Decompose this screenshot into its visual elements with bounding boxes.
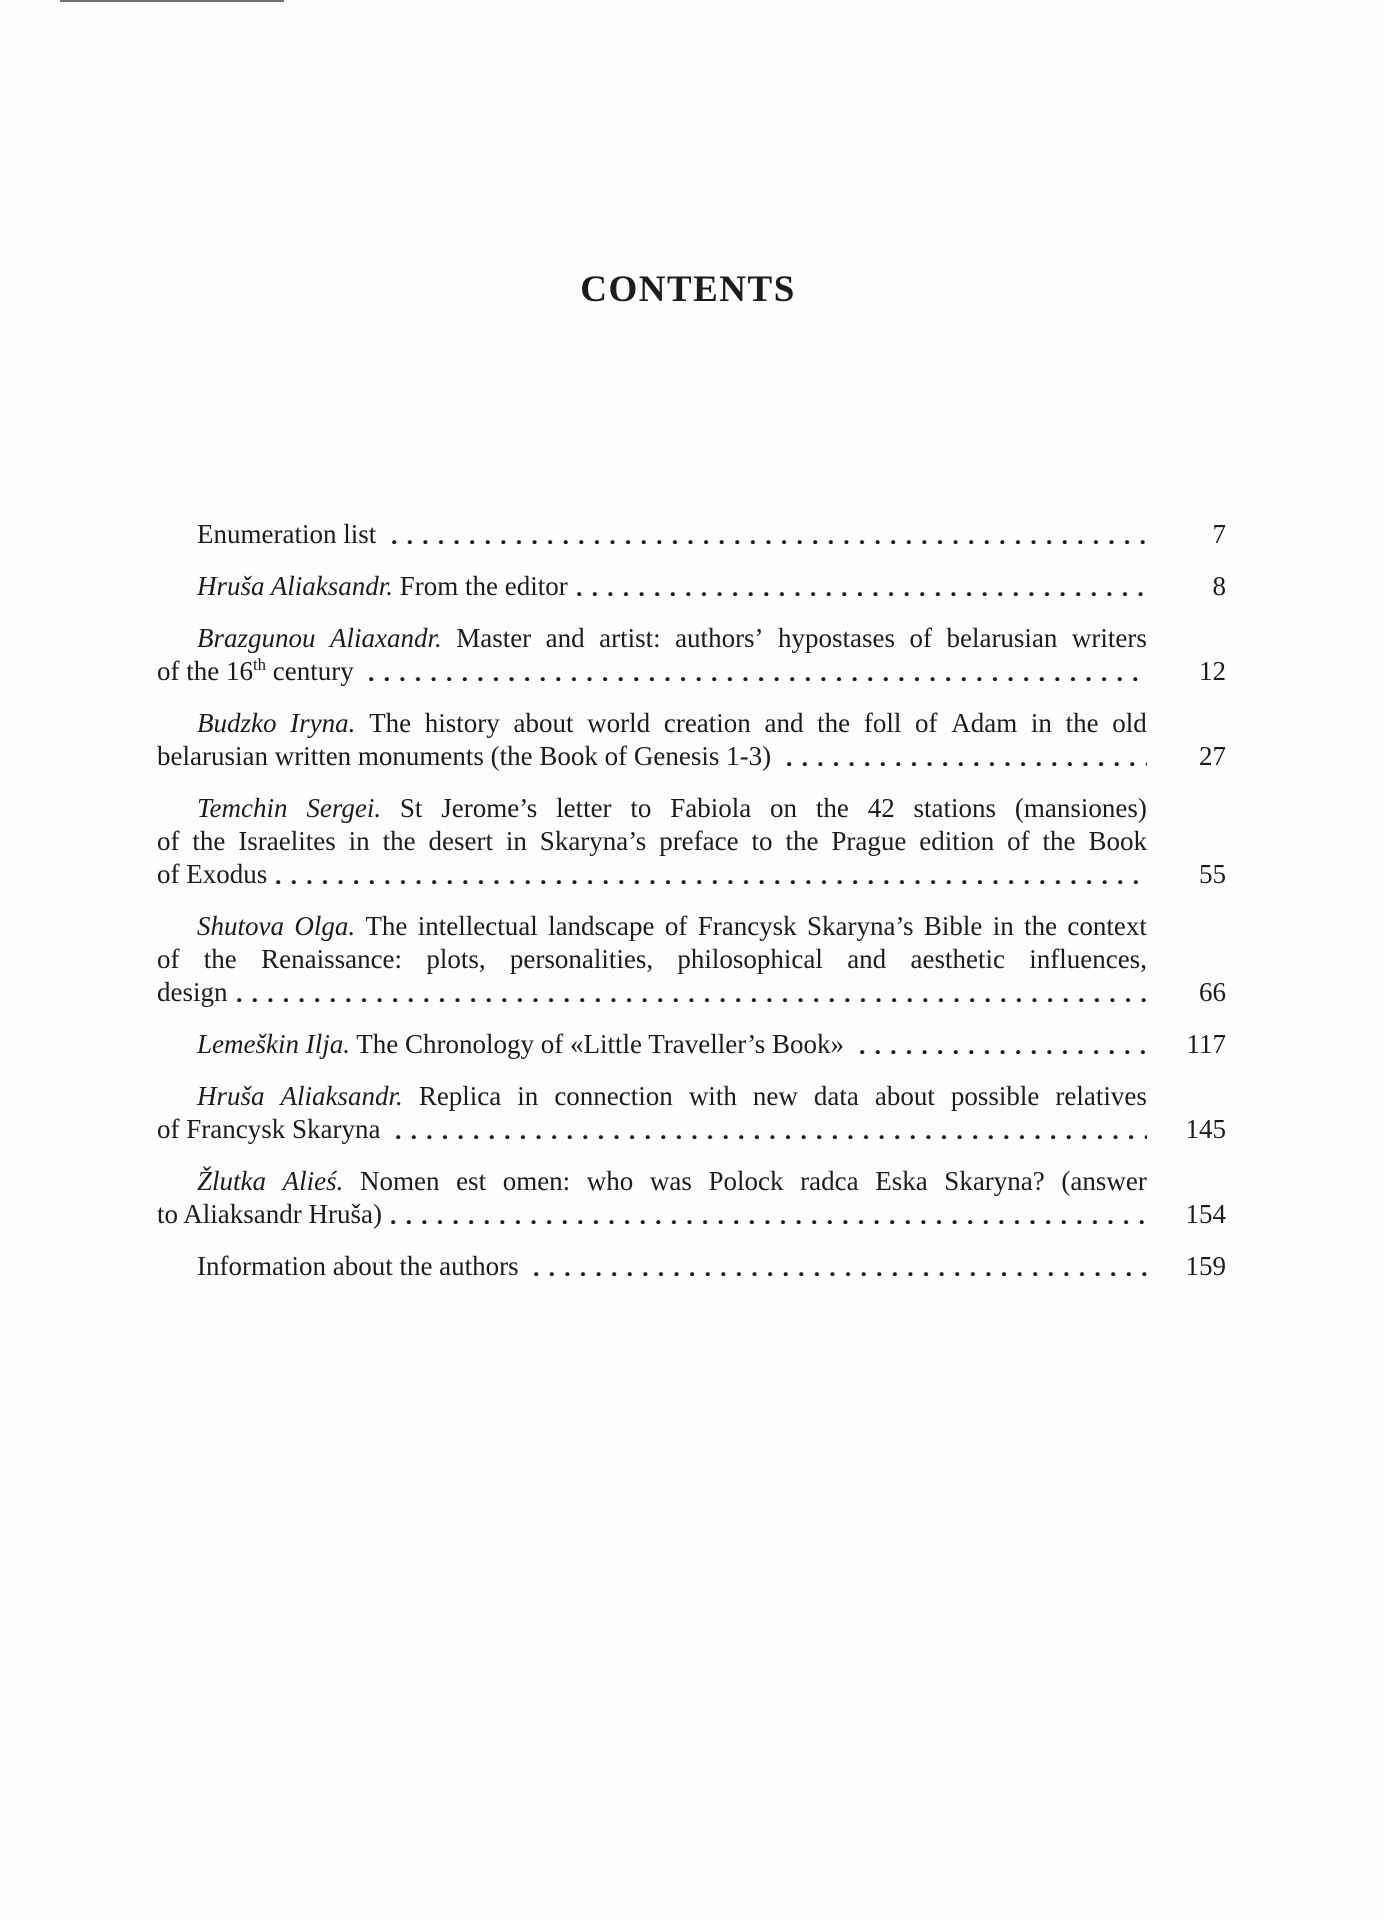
toc-entry-text: the xyxy=(203,944,237,974)
toc-entry-text: possible xyxy=(950,1081,1040,1111)
toc-entry xyxy=(157,792,1226,891)
toc-entry-text: Information about the authors xyxy=(197,1251,526,1281)
toc-leader-line xyxy=(157,1113,1226,1146)
dot-leader xyxy=(392,540,1147,544)
toc-entry-text: belarusian xyxy=(946,623,1058,653)
toc-entry-text: Enumeration list xyxy=(197,519,383,549)
toc-entry-text: the xyxy=(192,826,226,856)
toc-entry-text: and xyxy=(764,708,804,738)
toc-entry-text: Alieś. xyxy=(282,1166,344,1196)
toc-entry-text: in xyxy=(348,826,370,856)
toc-entry-text: Aliaxandr. xyxy=(329,623,442,653)
toc-entry-text: Adam xyxy=(951,708,1018,738)
toc-entry-text: Prague xyxy=(831,826,907,856)
toc-entry-text: new xyxy=(752,1081,798,1111)
toc-entry-text: Nomen xyxy=(359,1166,440,1196)
toc-entry xyxy=(157,1028,1226,1061)
toc-entry-text: data xyxy=(813,1081,859,1111)
toc-entry-line xyxy=(157,792,1147,825)
toc-entry-text: (mansiones) xyxy=(1014,793,1147,823)
toc-entry-text: of Francysk Skaryna xyxy=(157,1114,388,1144)
toc-entry xyxy=(157,1165,1226,1231)
toc-entry-text: From the editor xyxy=(393,571,568,601)
toc-entry-text: about xyxy=(874,1081,935,1111)
toc-entry-text xyxy=(157,976,228,1009)
toc-entry-text: the xyxy=(785,826,819,856)
toc-entry-text: landscape xyxy=(548,911,655,941)
toc-entry-text: design xyxy=(157,977,228,1007)
page-title: CONTENTS xyxy=(580,269,796,310)
toc-entry-text: Žlutka xyxy=(197,1166,267,1196)
dot-leader xyxy=(860,1050,1147,1054)
toc-entry-text: Brazgunou xyxy=(197,623,316,653)
toc-entry-text: Budzko xyxy=(197,708,277,738)
toc-entry-text: preface xyxy=(659,826,739,856)
toc-entry-text xyxy=(157,858,267,891)
toc-entry-text: Book xyxy=(1088,826,1147,856)
toc-entry-text: authors’ xyxy=(675,623,764,653)
toc-entry-text: Iryna. xyxy=(290,708,356,738)
toc-entry-line xyxy=(157,825,1147,858)
toc-entry-text: the xyxy=(817,708,851,738)
toc-entry-text: Skaryna? xyxy=(944,1166,1045,1196)
toc-entry-text: Fabiola xyxy=(670,793,752,823)
dot-leader xyxy=(534,1272,1147,1276)
toc-entry-text: world xyxy=(587,708,651,738)
toc-entry-text: The Chronology of «Little Traveller’s Book» xyxy=(349,1029,851,1059)
toc-entry-text: in xyxy=(517,1081,539,1111)
toc-entry-text: of Exodus xyxy=(157,859,268,889)
toc-entry-text xyxy=(157,570,568,603)
toc-entry-text: the xyxy=(1042,826,1076,856)
toc-entry-text: in xyxy=(1030,708,1052,738)
toc-entry-text: Eska xyxy=(875,1166,928,1196)
toc-leader-line xyxy=(157,858,1226,891)
toc-entry-text: omen: xyxy=(502,1166,571,1196)
toc-entry-text: Hruša xyxy=(197,1081,265,1111)
toc-leader-line xyxy=(157,1028,1226,1061)
toc-entry-text: The xyxy=(365,911,408,941)
toc-entry xyxy=(157,707,1226,773)
toc-entry-text: Skaryna’s xyxy=(807,911,914,941)
toc-entry-text: connection xyxy=(554,1081,673,1111)
toc-entry-text: in xyxy=(992,911,1014,941)
toc-entry-text: history xyxy=(424,708,500,738)
toc-entry-line xyxy=(157,943,1147,976)
superscript-text: th xyxy=(252,655,267,674)
toc-entry-text: hypostases xyxy=(778,623,896,653)
toc-entry xyxy=(157,570,1226,603)
toc-entry xyxy=(157,910,1226,1009)
toc-entry-line xyxy=(157,1080,1147,1113)
dot-leader xyxy=(369,677,1147,681)
toc-entry-text: (answer xyxy=(1061,1166,1147,1196)
toc-entry-text xyxy=(157,1113,387,1146)
toc-entry-text: influences, xyxy=(1029,944,1147,974)
toc-entry-text: and xyxy=(847,944,887,974)
toc-entry xyxy=(157,518,1226,551)
toc-entry-text: Bible xyxy=(923,911,983,941)
toc-entry-text: St xyxy=(399,793,423,823)
toc-entry-text: Jerome’s xyxy=(441,793,538,823)
toc-entry-text: to xyxy=(630,793,652,823)
toc-entry-text: of xyxy=(1007,826,1030,856)
toc-entry-text xyxy=(157,655,360,688)
dot-leader xyxy=(237,998,1148,1002)
toc-entry-text: old xyxy=(1112,708,1147,738)
toc-leader-line xyxy=(157,976,1226,1009)
toc-entry-text: century xyxy=(266,656,361,686)
page-number: 117 xyxy=(1186,1029,1226,1059)
toc-entry-text: of xyxy=(664,911,688,941)
toc-entry-text: Temchin xyxy=(197,793,288,823)
toc-entry-text: Polock xyxy=(708,1166,784,1196)
toc-entry-text xyxy=(157,1250,525,1283)
toc-entry-text: context xyxy=(1067,911,1147,941)
dot-leader xyxy=(276,880,1147,884)
toc-entry-text: foll xyxy=(863,708,902,738)
page-number: 159 xyxy=(1185,1251,1226,1281)
dot-leader xyxy=(391,1220,1147,1224)
toc-entry-text: Lemeškin Ilja. xyxy=(197,1029,350,1059)
toc-list xyxy=(157,518,1226,1302)
toc-entry-text: stations xyxy=(913,793,997,823)
toc-entry-text: the xyxy=(382,826,416,856)
dot-leader xyxy=(396,1135,1147,1139)
toc-entry-text: was xyxy=(649,1166,692,1196)
toc-leader-line xyxy=(157,570,1226,603)
toc-entry-text: of the 16 xyxy=(157,656,253,686)
toc-entry-text: Skaryna’s xyxy=(539,826,647,856)
toc-entry-text: the xyxy=(1024,911,1058,941)
toc-entry-text: to Aliaksandr Hruša) xyxy=(157,1199,382,1229)
toc-entry-text: Aliaksandr. xyxy=(280,1081,403,1111)
toc-entry-text: creation xyxy=(663,708,751,738)
toc-entry-text: The xyxy=(369,708,412,738)
toc-entry-text: 42 xyxy=(867,793,895,823)
page-number: 154 xyxy=(1185,1199,1226,1229)
toc-entry-text: desert xyxy=(428,826,493,856)
page-number: 66 xyxy=(1199,977,1226,1007)
toc-entry-text: of xyxy=(915,708,938,738)
toc-entry-text: artist: xyxy=(599,623,661,653)
toc-entry-line xyxy=(157,707,1147,740)
toc-entry-text xyxy=(157,1198,382,1231)
toc-entry xyxy=(157,1080,1226,1146)
toc-entry-text: Shutova xyxy=(197,911,284,941)
toc-entry-text: with xyxy=(688,1081,737,1111)
page-number: 8 xyxy=(1212,571,1226,601)
toc-entry-text: the xyxy=(815,793,849,823)
toc-entry-line xyxy=(157,1165,1147,1198)
toc-entry-text: intellectual xyxy=(417,911,538,941)
toc-leader-line xyxy=(157,1198,1226,1231)
toc-entry-text: plots, xyxy=(426,944,486,974)
toc-entry-text: est xyxy=(456,1166,487,1196)
page-number: 55 xyxy=(1199,859,1226,889)
toc-entry-text: of xyxy=(157,826,180,856)
toc-entry-text xyxy=(157,518,383,551)
toc-entry-text: the xyxy=(1065,708,1099,738)
toc-entry-text: letter xyxy=(556,793,612,823)
toc-entry-line xyxy=(157,910,1147,943)
toc-leader-line xyxy=(157,518,1226,551)
toc-leader-line xyxy=(157,740,1226,773)
toc-entry-text: Olga. xyxy=(294,911,356,941)
scan-artifact-line xyxy=(60,0,284,2)
toc-entry-text: writers xyxy=(1071,623,1147,653)
toc-entry-text: Francysk xyxy=(697,911,797,941)
toc-entry xyxy=(157,622,1226,688)
toc-entry-line xyxy=(157,622,1147,655)
toc-entry-text: philosophical xyxy=(677,944,823,974)
toc-leader-line xyxy=(157,1250,1226,1283)
toc-entry-text: Sergei. xyxy=(306,793,382,823)
toc-entry-text: about xyxy=(513,708,574,738)
toc-entry-text: personalities, xyxy=(509,944,654,974)
page-number: 145 xyxy=(1185,1114,1226,1144)
toc-entry-text: Master xyxy=(456,623,532,653)
toc-entry-text: edition xyxy=(919,826,995,856)
toc-leader-line xyxy=(157,655,1226,688)
toc-entry-text: to xyxy=(751,826,773,856)
toc-entry-text: aesthetic xyxy=(910,944,1005,974)
toc-entry-text: of xyxy=(909,623,932,653)
toc-entry xyxy=(157,1250,1226,1283)
toc-entry-text: relatives xyxy=(1055,1081,1147,1111)
dot-leader xyxy=(577,592,1147,596)
page-number: 7 xyxy=(1212,519,1226,549)
toc-entry-text xyxy=(157,740,778,773)
toc-entry-text: radca xyxy=(800,1166,859,1196)
toc-entry-text xyxy=(157,1028,851,1061)
toc-entry-text: on xyxy=(770,793,798,823)
toc-entry-text: belarusian written monuments (the Book of Genesis 1-3) xyxy=(157,741,778,771)
toc-entry-text: Israelites xyxy=(238,826,336,856)
toc-entry-text: Replica xyxy=(418,1081,502,1111)
toc-entry-text: who xyxy=(586,1166,634,1196)
toc-entry-text: in xyxy=(505,826,527,856)
toc-entry-text: Renaissance: xyxy=(261,944,403,974)
page-number: 27 xyxy=(1199,741,1226,771)
toc-entry-text: of xyxy=(157,944,180,974)
page-number: 12 xyxy=(1199,656,1226,686)
dot-leader xyxy=(787,762,1147,766)
toc-entry-text: and xyxy=(545,623,585,653)
toc-entry-text: Hruša Aliaksandr. xyxy=(197,571,394,601)
